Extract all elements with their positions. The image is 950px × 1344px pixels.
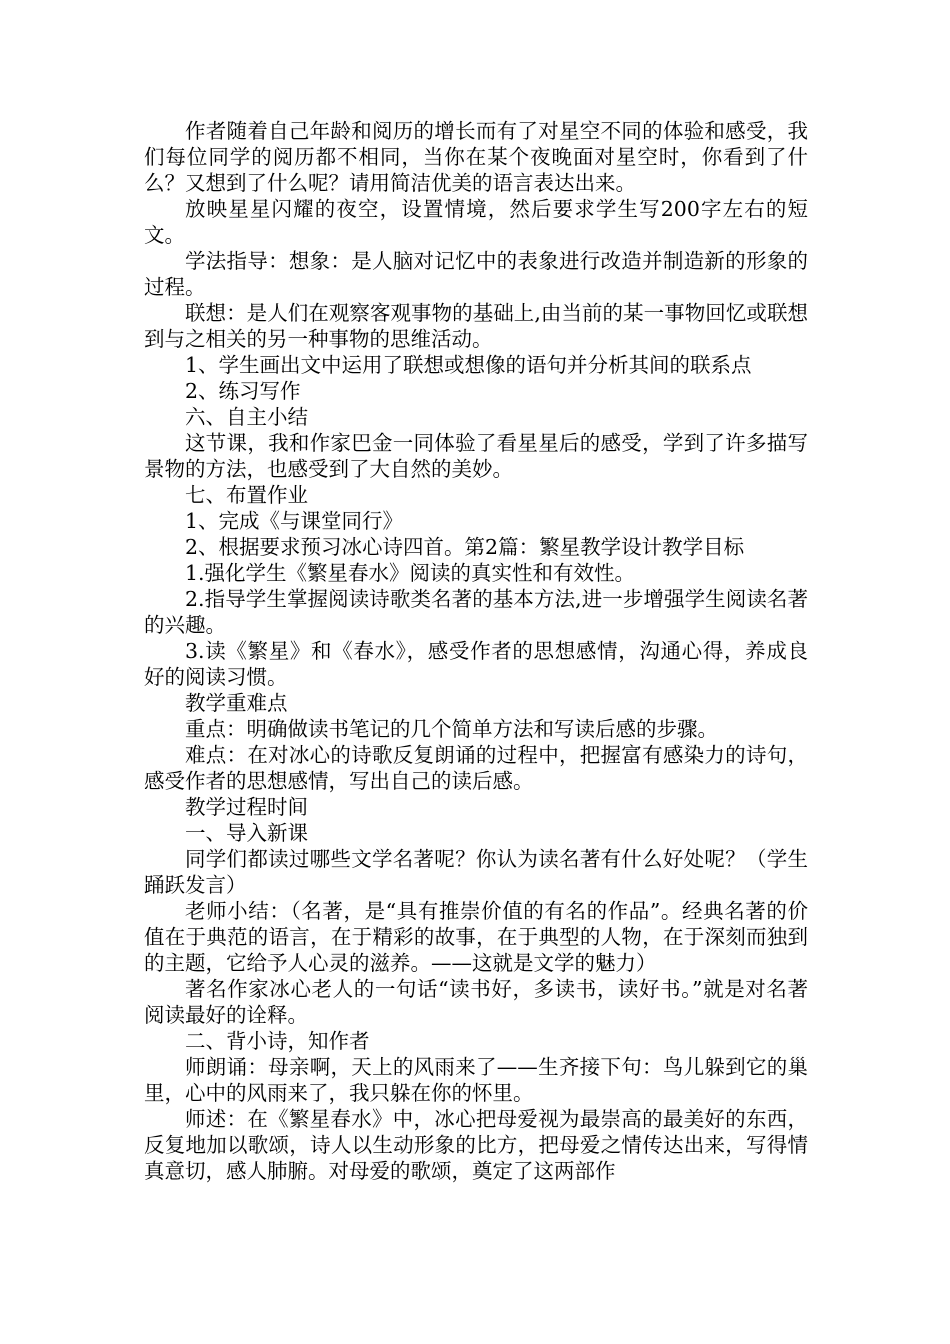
paragraph: 联想：是人们在观察客观事物的基础上,由当前的某一事物回忆或联想到与之相关的另一种事物的思维活动。 — [144, 301, 808, 351]
paragraph: 师朗诵：母亲啊，天上的风雨来了——生齐接下句：鸟儿躲到它的巢里，心中的风雨来了，我只躲在你的怀里。 — [144, 1055, 808, 1105]
paragraph: 2、练习写作 — [185, 379, 301, 403]
paragraph: 1、完成《与课堂同行》 — [185, 509, 404, 533]
paragraph: 同学们都读过哪些文学名著呢？你认为读名著有什么好处呢？（学生踊跃发言） — [144, 847, 808, 897]
paragraph: 2.指导学生掌握阅读诗歌类名著的基本方法,进一步增强学生阅读名著的兴趣。 — [144, 587, 808, 637]
section-heading: 二、背小诗，知作者 — [185, 1029, 370, 1053]
section-heading: 教学重难点 — [185, 691, 288, 715]
paragraph: 师述：在《繁星春水》中，冰心把母爱视为最崇高的最美好的东西，反复地加以歌颂，诗人以生动形象的比方，把母爱之情传达出来，写得情真意切，感人肺腑。对母爱的歌颂，奠定了这两部作 — [144, 1107, 808, 1183]
paragraph: 1.强化学生《繁星春水》阅读的真实性和有效性。 — [185, 561, 636, 585]
paragraph: 这节课，我和作家巴金一同体验了看星星后的感受，学到了许多描写景物的方法，也感受到了大自然的美妙。 — [144, 431, 808, 481]
paragraph: 作者随着自己年龄和阅历的增长而有了对星空不同的体验和感受，我们每位同学的阅历都不相同，当你在某个夜晚面对星空时，你看到了什么？又想到了什么呢？请用简洁优美的语言表达出来。 — [144, 119, 808, 195]
paragraph: 学法指导：想象：是人脑对记忆中的表象进行改造并制造新的形象的过程。 — [144, 249, 808, 299]
section-heading: 一、导入新课 — [185, 821, 308, 845]
paragraph: 著名作家冰心老人的一句话“读书好，多读书，读好书。”就是对名著阅读最好的诠释。 — [144, 977, 808, 1027]
paragraph: 3.读《繁星》和《春水》，感受作者的思想感情，沟通心得，养成良好的阅读习惯。 — [144, 639, 808, 689]
document-page — [144, 118, 808, 1184]
section-heading: 七、布置作业 — [185, 483, 308, 507]
paragraph: 重点：明确做读书笔记的几个简单方法和写读后感的步骤。 — [185, 717, 718, 741]
paragraph: 1、学生画出文中运用了联想或想像的语句并分析其间的联系点 — [185, 353, 752, 377]
paragraph: 老师小结：（名著，是“具有推崇价值的有名的作品”。经典名著的价值在于典范的语言，在于精彩的故事，在于典型的人物，在于深刻而独到的主题，它给予人心灵的滋养。——这就是文学的魅力） — [144, 899, 808, 975]
section-heading: 六、自主小结 — [185, 405, 308, 429]
paragraph: 难点：在对冰心的诗歌反复朗诵的过程中，把握富有感染力的诗句，感受作者的思想感情，写出自己的读后感。 — [144, 743, 808, 793]
paragraph: 2、根据要求预习冰心诗四首。第2篇：繁星教学设计教学目标 — [185, 535, 745, 559]
section-heading: 教学过程时间 — [185, 795, 308, 819]
paragraph: 放映星星闪耀的夜空，设置情境，然后要求学生写200字左右的短文。 — [144, 197, 808, 247]
